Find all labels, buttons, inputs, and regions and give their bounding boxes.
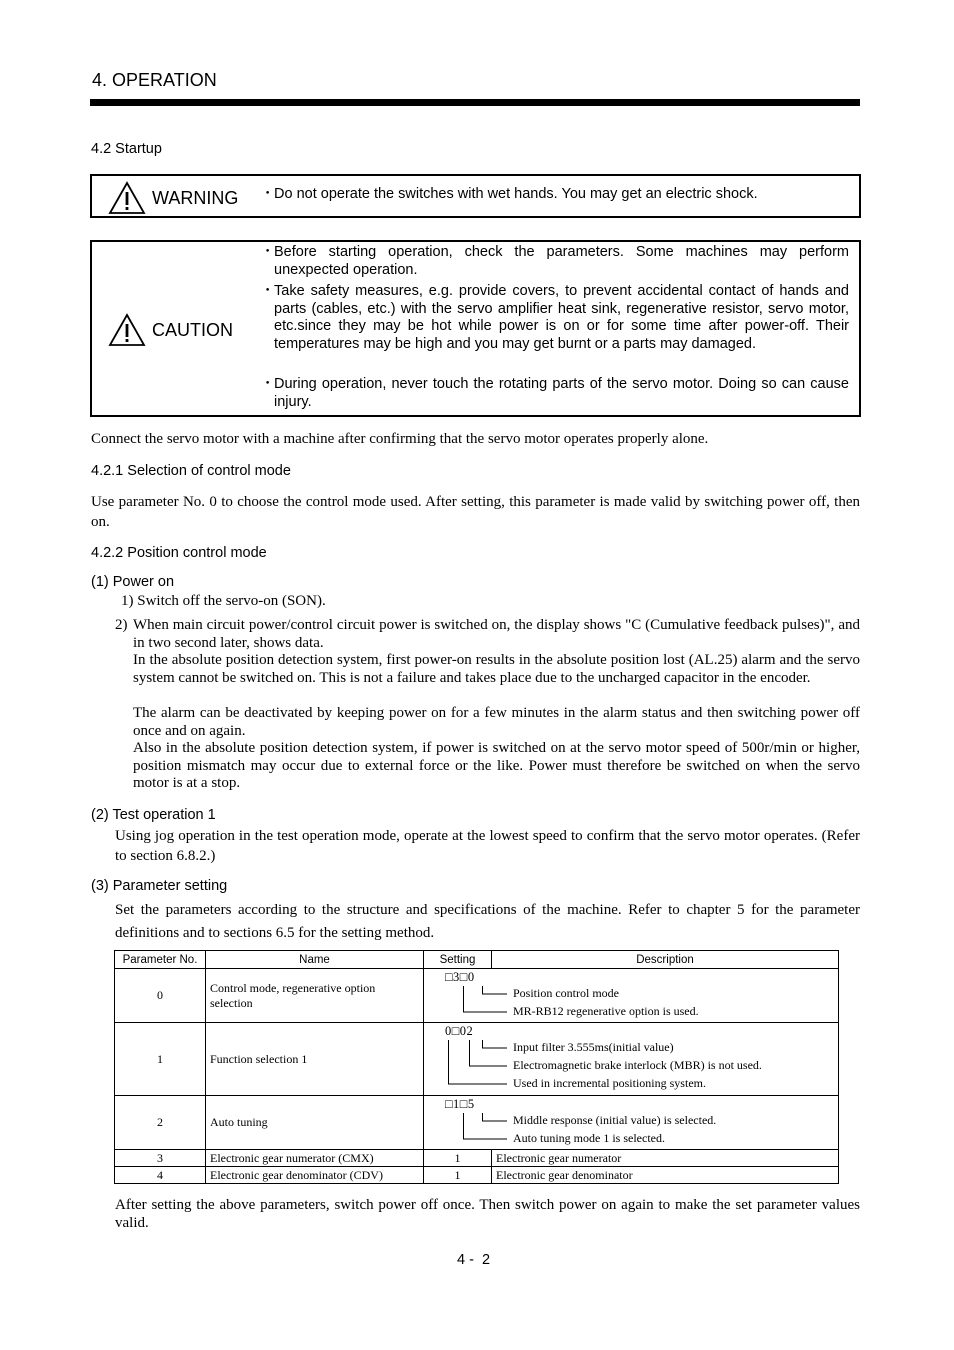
power-on-item-2-para-2: In the absolute position detection system, first power-on results in the absolute position lost (AL.25) alarm and the servo system cannot be switched on. This is not a failure and takes place due to the uncharged capacitor in the encoder. xyxy=(133,652,860,686)
caution-bullet-1: ･ Before starting operation, check the parameters. Some machines may perform unexpected operation. xyxy=(264,244,849,278)
param-name-cell: Auto tuning xyxy=(206,1096,424,1150)
description-cell: Electronic gear denominator xyxy=(492,1167,839,1184)
chapter-title: 4. OPERATION xyxy=(92,70,217,90)
page-number: 4 - 2 xyxy=(457,1252,491,1268)
param-name-cell: Electronic gear numerator (CMX) xyxy=(206,1150,424,1167)
power-on-item-2-para-4: Also in the absolute position detection system, if power is switched on at the servo motor speed of 500r/min or higher, position mismatch may occur due to external force or the like. Power must therefore be switched on when the servo motor is at a stop. xyxy=(133,740,860,792)
setting-description: Input filter 3.555ms(initial value) xyxy=(513,1040,674,1054)
table-header-row xyxy=(115,951,839,969)
setting-description: Used in incremental positioning system. xyxy=(513,1076,706,1090)
power-on-item-2-para-3: The alarm can be deactivated by keeping power on for a few minutes in the alarm status and then switching power off once and on again. xyxy=(133,705,860,739)
test-operation-paragraph: Using jog operation in the test operation mode, operate at the lowest speed to confirm that the servo motor operates. (Refer to section 6.8.2.) xyxy=(115,828,860,864)
power-on-item-2-number: 2) xyxy=(115,617,128,633)
subsection-title-421: 4.2.1 Selection of control mode xyxy=(91,463,291,479)
intro-paragraph: Connect the servo motor with a machine after confirming that the servo motor operates properly alone. xyxy=(91,431,709,447)
table-row xyxy=(115,1150,839,1167)
param-no-cell: 1 xyxy=(115,1023,206,1096)
warning-bullet: ･ Do not operate the switches with wet hands. You may get an electric shock. xyxy=(264,186,758,202)
setting-cell: 1 xyxy=(424,1167,492,1184)
power-on-item-1: 1) Switch off the servo-on (SON). xyxy=(121,593,326,609)
warning-label: WARNING xyxy=(152,187,239,208)
setting-description: Auto tuning mode 1 is selected. xyxy=(513,1131,665,1145)
setting-description-cell xyxy=(424,969,839,1023)
parameter-setting-paragraph: Set the parameters according to the structure and specifications of the machine. Refer to chapter 5 for the parameter definitions and to sections 6.5 for the setting method. xyxy=(115,902,860,941)
caution-triangle-icon xyxy=(108,313,146,347)
setting-description-cell xyxy=(424,1096,839,1150)
control-mode-paragraph: Use parameter No. 0 to choose the control mode used. After setting, this parameter is made valid by switching power off, then on. xyxy=(91,494,860,530)
param-no-cell: 2 xyxy=(115,1096,206,1150)
table-row xyxy=(115,1096,839,1150)
table-row xyxy=(115,1023,839,1096)
power-on-item-2-para-1: When main circuit power/control circuit power is switched on, the display shows "C (Cumulative feedback pulses)", and in two second later, shows data. xyxy=(133,617,860,651)
caution-bullet-2: ･ Take safety measures, e.g. provide covers, to prevent accidental contact of hands and parts (cables, etc.) with the servo amplifier heat sink, regenerative resistor, servo motor, etc.since they may be hot while power is on or for some time after power-off. Their temperatures may be high and you may get burnt or a parts may damaged. xyxy=(264,283,849,353)
setting-description: Electromagnetic brake interlock (MBR) is not used. xyxy=(513,1058,762,1072)
caution-box xyxy=(90,240,861,417)
test-operation-heading: (2) Test operation 1 xyxy=(91,807,216,823)
param-no-cell: 0 xyxy=(115,969,206,1023)
warning-triangle-icon xyxy=(108,181,146,215)
caution-bullet-3: ･ During operation, never touch the rotating parts of the servo motor. Doing so can cause injury. xyxy=(264,376,849,410)
table-header-cell: Setting xyxy=(424,951,492,969)
setting-description: Middle response (initial value) is selected. xyxy=(513,1113,717,1127)
subsection-title-422: 4.2.2 Position control mode xyxy=(91,545,267,561)
setting-description: Position control mode xyxy=(513,986,619,1000)
power-on-heading: (1) Power on xyxy=(91,574,175,590)
table-header-cell: Name xyxy=(206,951,424,969)
table-row xyxy=(115,969,839,1023)
section-title: 4.2 Startup xyxy=(91,141,162,157)
table-row xyxy=(115,1167,839,1184)
setting-description: MR-RB12 regenerative option is used. xyxy=(513,1004,699,1018)
after-table-paragraph: After setting the above parameters, switch power off once. Then switch power on again to make the set parameter values valid. xyxy=(115,1197,860,1231)
param-no-cell: 4 xyxy=(115,1167,206,1184)
parameter-table xyxy=(114,950,839,1184)
setting-code: □1□5 xyxy=(445,1097,475,1111)
param-name-cell: Electronic gear denominator (CDV) xyxy=(206,1167,424,1184)
setting-code: □3□0 xyxy=(445,970,475,984)
description-cell: Electronic gear numerator xyxy=(492,1150,839,1167)
parameter-setting-heading: (3) Parameter setting xyxy=(91,878,228,894)
caution-label: CAUTION xyxy=(152,319,233,340)
table-header-cell: Parameter No. xyxy=(115,951,206,969)
param-name-cell: Function selection 1 xyxy=(206,1023,424,1096)
setting-description-cell xyxy=(424,1023,839,1096)
setting-cell: 1 xyxy=(424,1150,492,1167)
param-name-cell: Control mode, regenerative option selection xyxy=(206,969,424,1023)
table-header-cell: Description xyxy=(492,951,839,969)
warning-box xyxy=(90,174,861,218)
setting-code: 0□02 xyxy=(445,1024,474,1038)
param-no-cell: 3 xyxy=(115,1150,206,1167)
header-rule xyxy=(90,99,860,106)
